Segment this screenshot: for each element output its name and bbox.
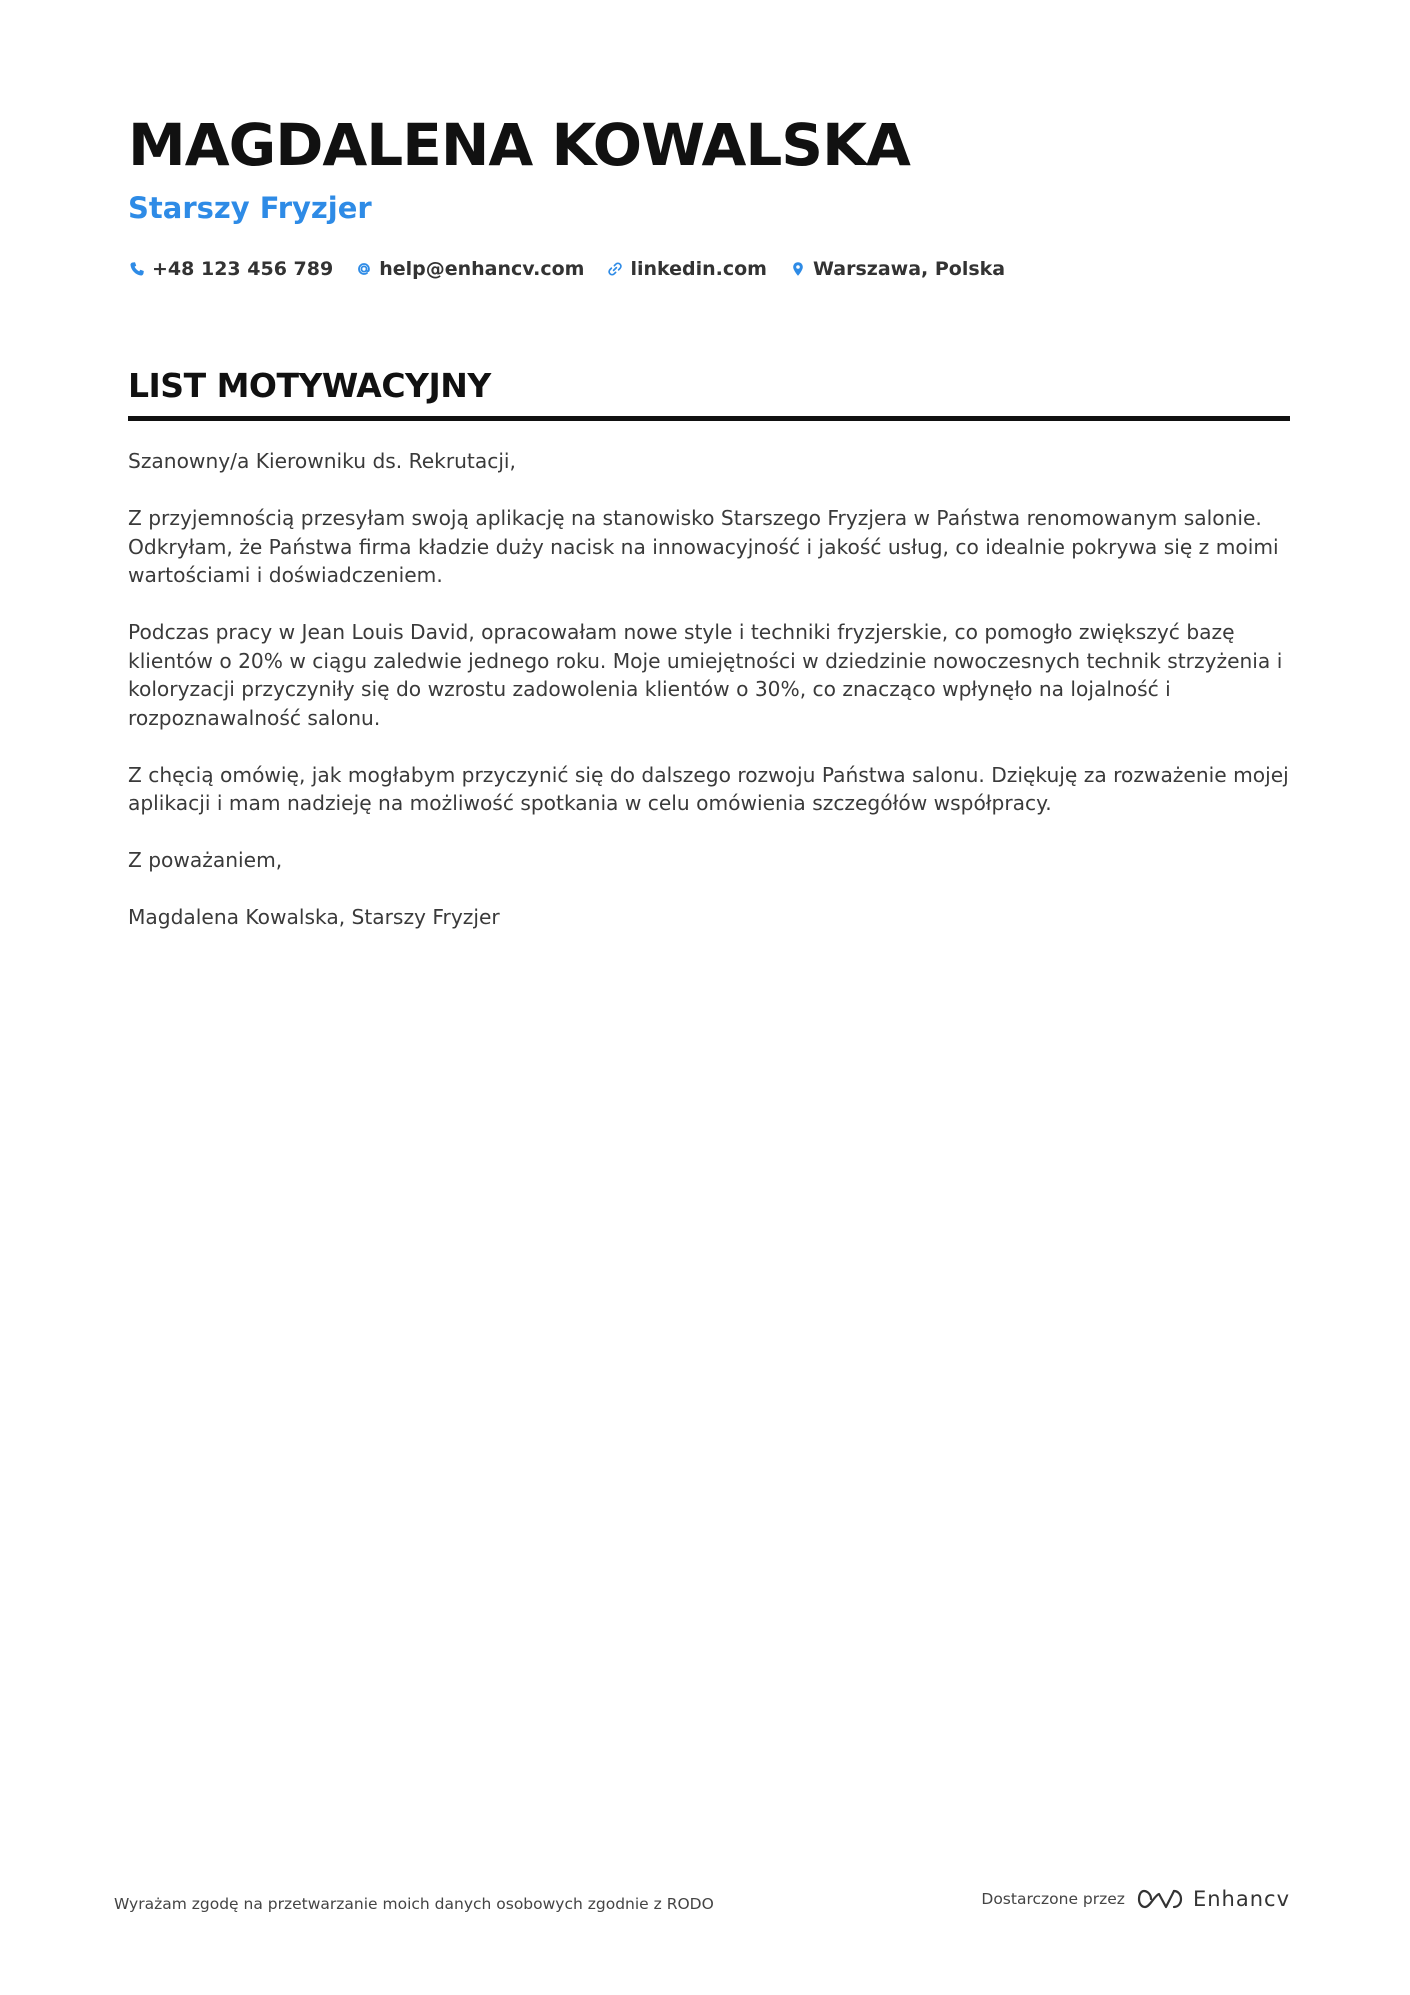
at-icon xyxy=(355,260,373,278)
section-divider xyxy=(128,416,1290,421)
gdpr-consent: Wyrażam zgodę na przetwarzanie moich danych osobowych zgodnie z RODO xyxy=(114,1895,714,1913)
brand-name: Enhancv xyxy=(1192,1887,1290,1911)
header xyxy=(128,110,1290,284)
contact-email[interactable] xyxy=(355,257,584,281)
letter-closing: Z poważaniem, xyxy=(128,848,283,872)
phone-icon xyxy=(128,260,146,278)
provider-credit[interactable] xyxy=(981,1886,1290,1912)
contact-email-text: help@enhancv.com xyxy=(379,258,585,280)
contact-location-text: Warszawa, Polska xyxy=(812,258,1006,280)
section-title: LIST MOTYWACYJNY xyxy=(128,366,491,405)
contact-location xyxy=(789,257,1005,281)
link-icon xyxy=(606,260,624,278)
contact-phone-text: +48 123 456 789 xyxy=(152,258,334,280)
contact-linkedin-text: linkedin.com xyxy=(630,258,767,280)
letter-paragraph: Z chęcią omówię, jak mogłabym przyczynić się do dalszego rozwoju Państwa salonu. Dziękuję za rozważenie mojej aplikacji i mam nadzieję na możliwość spotkania w celu omówienia szczegółów współpracy. xyxy=(128,762,1289,815)
provided-by-label: Dostarczone przez xyxy=(981,1890,1125,1908)
letter-paragraph: Z przyjemnością przesyłam swoją aplikację na stanowisko Starszego Fryzjera w Państwa renomowanym salonie. Odkryłam, że Państwa firma kładzie duży nacisk na innowacyjność i jakość usług, co idealnie pokrywa się z moimi wartościami i doświadczeniem. xyxy=(128,506,1279,587)
contact-phone[interactable] xyxy=(128,257,333,281)
contact-bar xyxy=(128,254,1290,284)
letter-paragraph: Podczas pracy w Jean Louis David, opracowałam nowe style i techniki fryzjerskie, co pomogło zwiększyć bazę klientów o 20% w ciągu zaledwie jednego roku. Moje umiejętności w dziedzinie nowoczesnych technik strzyżenia i koloryzacji przyczyniły się do wzrostu zadowolenia klientów o 30%, co znacząco wpłynęło na lojalność i rozpoznawalność salonu. xyxy=(128,620,1283,730)
letter-signature: Magdalena Kowalska, Starszy Fryzjer xyxy=(128,905,500,929)
letter-body xyxy=(128,447,1290,932)
contact-linkedin[interactable] xyxy=(606,257,767,281)
candidate-name: MAGDALENA KOWALSKA xyxy=(128,111,910,179)
letter-greeting: Szanowny/a Kierowniku ds. Rekrutacji, xyxy=(128,449,516,473)
cover-letter-section xyxy=(128,364,1290,960)
location-pin-icon xyxy=(789,260,807,278)
enhancv-logo-icon xyxy=(1137,1886,1183,1912)
candidate-role: Starszy Fryzjer xyxy=(128,191,372,225)
